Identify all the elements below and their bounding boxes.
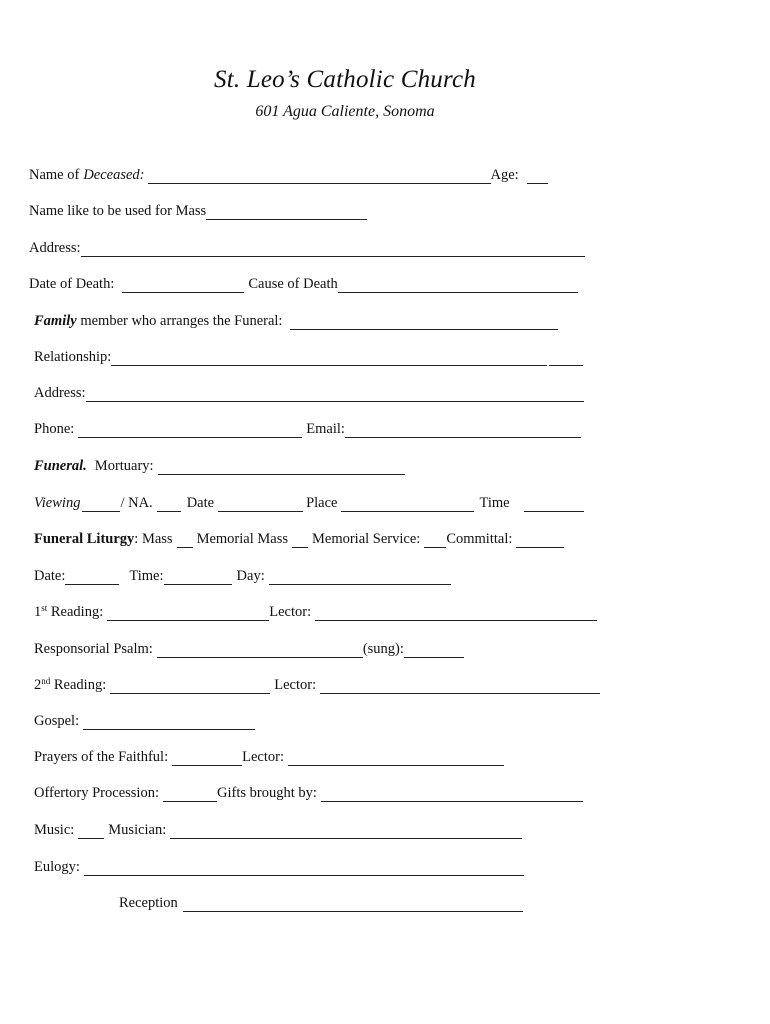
email-label: Email:	[306, 421, 345, 437]
deceased-label: Deceased:	[83, 167, 145, 183]
age-field[interactable]	[527, 170, 548, 184]
mortuary-row	[34, 457, 405, 475]
family-rest-label: member who arranges the Funeral:	[76, 313, 283, 329]
music-field[interactable]	[78, 825, 104, 839]
date-time-day-row	[34, 567, 451, 585]
gospel-label: Gospel:	[34, 713, 80, 729]
committal-label: Committal:	[446, 531, 513, 547]
psalm-row	[34, 640, 464, 658]
phone-email-row	[34, 420, 581, 438]
sung-field[interactable]	[404, 644, 464, 658]
phone-field[interactable]	[78, 424, 302, 438]
funeral-label: Funeral.	[34, 458, 87, 474]
viewing-field[interactable]	[82, 498, 120, 512]
address-label: Address:	[29, 240, 81, 256]
responsorial-psalm-field[interactable]	[157, 644, 363, 658]
day-field[interactable]	[269, 571, 451, 585]
viewing-time-label: Time	[479, 495, 510, 511]
music-label: Music:	[34, 822, 75, 838]
email-field[interactable]	[345, 424, 581, 438]
liturgy-row	[34, 530, 564, 548]
first-lector-label: Lector:	[269, 604, 312, 620]
gifts-field[interactable]	[321, 788, 583, 802]
church-address: 601 Agua Caliente, Sonoma	[255, 103, 435, 120]
offertory-label: Offertory Procession:	[34, 785, 159, 801]
death-row	[29, 275, 578, 293]
second-lector-field[interactable]	[320, 680, 600, 694]
memorial-service-label: Memorial Service:	[312, 531, 421, 547]
committal-field[interactable]	[516, 534, 564, 548]
day-label: Day:	[236, 568, 265, 584]
deceased-address-field[interactable]	[81, 243, 585, 257]
offertory-row	[34, 784, 583, 802]
second-reading-label: 2nd Reading:	[34, 676, 107, 693]
eulogy-field[interactable]	[84, 862, 524, 876]
memorial-mass-label: Memorial Mass	[196, 531, 288, 547]
viewing-row	[34, 494, 584, 512]
musician-field[interactable]	[170, 825, 522, 839]
first-lector-field[interactable]	[315, 607, 597, 621]
deceased-address-row	[29, 239, 585, 257]
sung-label: (sung):	[362, 641, 404, 657]
mortuary-label: Mortuary:	[94, 458, 154, 474]
viewing-time-field[interactable]	[524, 498, 584, 512]
gifts-label: Gifts brought by:	[216, 785, 317, 801]
offertory-field[interactable]	[163, 788, 217, 802]
cause-of-death-field[interactable]	[338, 279, 578, 293]
first-reading-row	[34, 603, 597, 621]
deceased-name-field[interactable]	[148, 170, 491, 184]
family-label: Family	[34, 313, 77, 329]
family-address-label: Address:	[34, 385, 86, 401]
church-title: St. Leo’s Catholic Church	[214, 66, 476, 93]
na-label: / NA.	[120, 495, 153, 511]
memorial-mass-field[interactable]	[292, 534, 308, 548]
viewing-date-field[interactable]	[218, 498, 303, 512]
relationship-label: Relationship:	[34, 349, 112, 365]
reception-label: Reception	[119, 895, 178, 911]
relationship-extra-field[interactable]	[549, 352, 583, 366]
mass-name-label: Name like to be used for Mass	[29, 203, 207, 219]
mass-name-field[interactable]	[206, 206, 367, 220]
time-field[interactable]	[164, 571, 232, 585]
family-row	[34, 312, 558, 330]
viewing-place-field[interactable]	[341, 498, 474, 512]
reception-field[interactable]	[183, 898, 523, 912]
date-field[interactable]	[65, 571, 119, 585]
relationship-field[interactable]	[111, 352, 547, 366]
second-reading-field[interactable]	[110, 680, 270, 694]
viewing-place-label: Place	[306, 495, 338, 511]
time-label: Time:	[129, 568, 164, 584]
family-address-row	[34, 384, 584, 402]
gospel-field[interactable]	[83, 716, 255, 730]
music-row	[34, 821, 522, 839]
deceased-name-row	[29, 166, 548, 184]
second-lector-label: Lector:	[274, 677, 317, 693]
prayers-label: Prayers of the Faithful:	[34, 749, 169, 765]
eulogy-row	[34, 858, 524, 876]
prayers-row	[34, 748, 504, 766]
eulogy-label: Eulogy:	[34, 859, 80, 875]
name-of-label: Name of	[29, 167, 80, 183]
gospel-row	[34, 712, 255, 730]
na-field[interactable]	[157, 498, 181, 512]
viewing-label: Viewing	[34, 495, 81, 511]
cause-of-death-label: Cause of Death	[248, 276, 338, 292]
date-of-death-field[interactable]	[122, 279, 244, 293]
prayers-field[interactable]	[172, 752, 242, 766]
date-label: Date:	[34, 568, 66, 584]
mass-name-row	[29, 202, 367, 220]
age-label: Age:	[490, 167, 519, 183]
relationship-row	[34, 348, 583, 366]
date-of-death-label: Date of Death:	[29, 276, 115, 292]
memorial-service-field[interactable]	[424, 534, 446, 548]
mortuary-field[interactable]	[158, 461, 405, 475]
prayers-lector-label: Lector:	[242, 749, 284, 765]
first-reading-field[interactable]	[107, 607, 269, 621]
viewing-date-label: Date	[186, 495, 215, 511]
responsorial-psalm-label: Responsorial Psalm:	[34, 641, 153, 657]
first-reading-label: 1st Reading:	[34, 603, 104, 620]
mass-label: : Mass	[134, 531, 173, 547]
family-address-field[interactable]	[86, 388, 584, 402]
second-reading-row	[34, 676, 600, 694]
family-member-field[interactable]	[290, 316, 558, 330]
phone-label: Phone:	[34, 421, 75, 437]
prayers-lector-field[interactable]	[288, 752, 504, 766]
mass-field[interactable]	[177, 534, 193, 548]
reception-row	[119, 894, 523, 912]
funeral-liturgy-label: Funeral Liturgy	[34, 531, 135, 547]
musician-label: Musician:	[108, 822, 167, 838]
